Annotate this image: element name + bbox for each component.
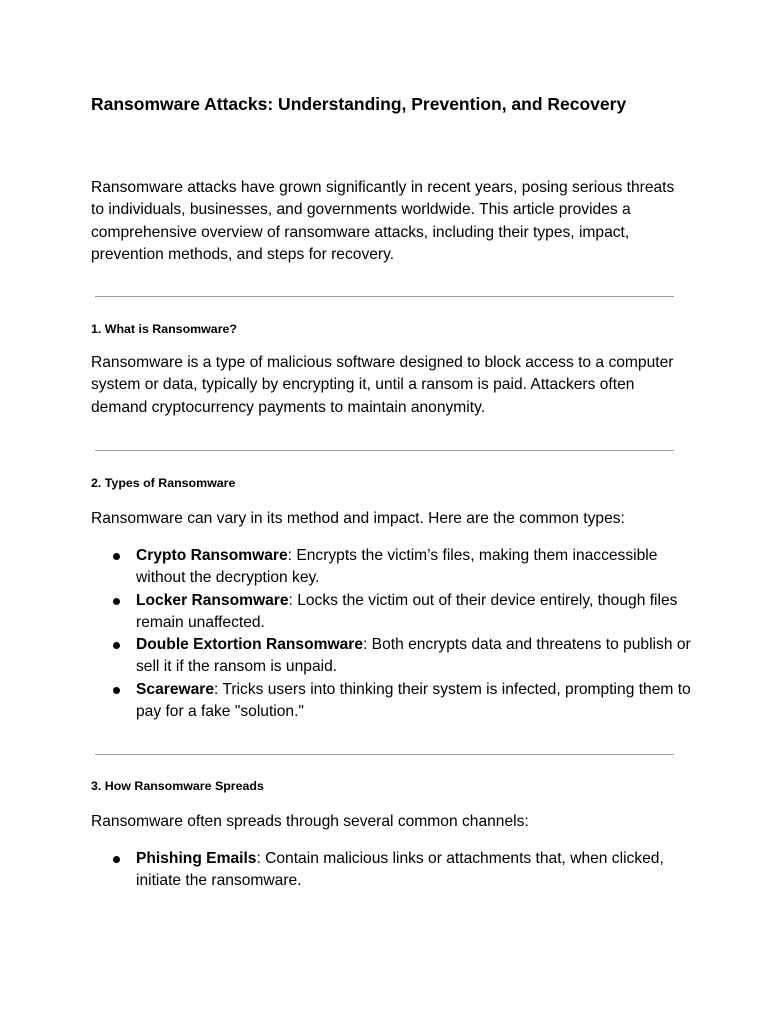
bullet-icon bbox=[113, 642, 120, 649]
intro-paragraph: Ransomware attacks have grown significantly in recent years, posing serious threats to individuals, businesses, and governments worldwide. This article provides a comprehensive overview of ransomware attacks, including their types, impact, prevention methods, and steps for recovery. bbox=[91, 179, 675, 263]
list-item bbox=[111, 848, 691, 893]
section-divider bbox=[95, 296, 674, 297]
bullet-icon bbox=[113, 687, 120, 694]
list-item-desc: : Both encrypts data and threatens to publish or sell it if the ransom is unpaid. bbox=[136, 636, 691, 676]
section-intro-spread: Ransomware often spreads through several common channels: bbox=[91, 813, 529, 830]
section-divider bbox=[95, 450, 674, 451]
list-item bbox=[111, 634, 691, 679]
section-heading-spread: 3. How Ransomware Spreads bbox=[91, 779, 264, 793]
bullet-icon bbox=[113, 553, 120, 560]
bullet-icon bbox=[113, 856, 120, 863]
section-intro-types: Ransomware can vary in its method and impact. Here are the common types: bbox=[91, 510, 625, 527]
list-item-desc: : Locks the victim out of their device entirely, though files remain unaffected. bbox=[136, 591, 678, 631]
list-item-term: Phishing Emails bbox=[136, 850, 257, 867]
list-item-term: Crypto Ransomware bbox=[136, 547, 288, 564]
list-item-desc: : Contain malicious links or attachments that, when clicked, initiate the ransomware. bbox=[136, 850, 664, 890]
bullet-icon bbox=[113, 598, 120, 605]
list-item-desc: : Encrypts the victim’s files, making them inaccessible without the decryption key. bbox=[136, 547, 658, 587]
spread-list bbox=[111, 848, 691, 893]
types-list bbox=[111, 545, 691, 723]
list-item-desc: : Tricks users into thinking their system is infected, prompting them to pay for a fake "solution." bbox=[136, 680, 691, 721]
document-title: Ransomware Attacks: Understanding, Prevention, and Recovery bbox=[91, 94, 627, 114]
list-item bbox=[111, 545, 691, 590]
list-item-term: Scareware bbox=[136, 680, 215, 698]
list-item-term: Locker Ransomware bbox=[136, 591, 289, 609]
section-body-what-is: Ransomware is a type of malicious software designed to block access to a computer system or data, typically by encrypting it, until a ransom is paid. Attackers often demand cryptocurrency payments to maintain anonymity. bbox=[91, 354, 674, 416]
section-divider bbox=[95, 754, 674, 755]
list-item bbox=[111, 590, 691, 635]
section-heading-what-is: 1. What is Ransomware? bbox=[91, 322, 237, 336]
list-item bbox=[111, 679, 691, 724]
section-heading-types: 2. Types of Ransomware bbox=[91, 476, 236, 490]
list-item-term: Double Extortion Ransomware bbox=[136, 636, 364, 654]
